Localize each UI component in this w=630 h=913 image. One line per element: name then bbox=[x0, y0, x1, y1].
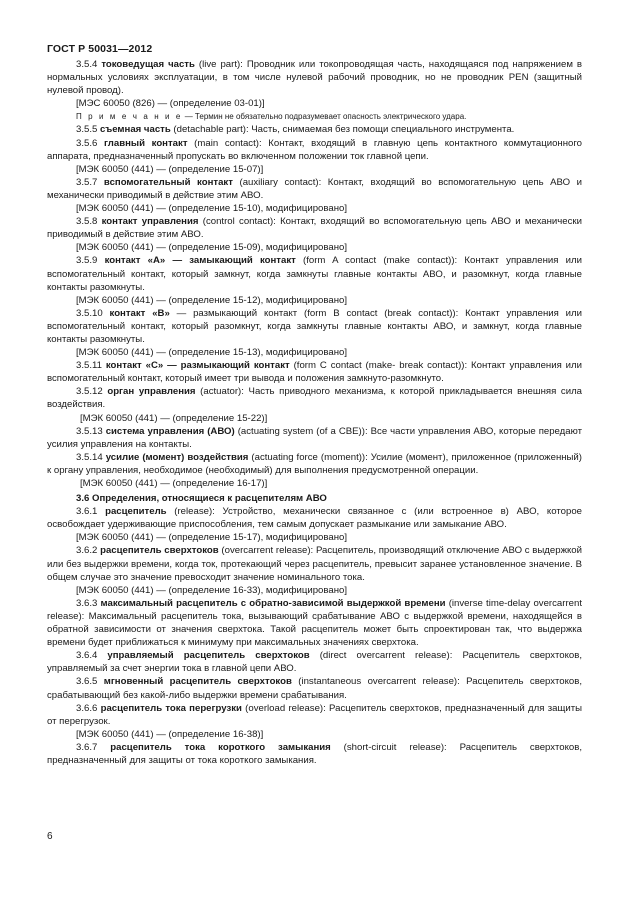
definition-3-6-4: 3.6.4 управляемый расцепитель сверхтоков (direct overcarrent release): Расцепитель сверхтоков, управляемый за счет энергии тока в главной цепи АВО. bbox=[47, 650, 582, 675]
definition-3-6-7: 3.6.7 расцепитель тока короткого замыкания (short-circuit release): Расцепитель сверхтоков, предназначенный для защиты от тока короткого замыкания. bbox=[47, 741, 582, 766]
definition-3-5-10: 3.5.10 контакт «B» — размыкающий контакт (form B contact (break contact)): Контакт управления или вспомогательный контакт, который разомкнут, когда замкнуты главные контакты АВО, и замкнут, когда главные контакты разомкнуты. bbox=[47, 307, 582, 345]
definition-3-5-9: 3.5.9 контакт «А» — замыкающий контакт (form A contact (make contact)): Контакт управления или вспомогательный контакт, который замкнут, когда замкнуты главные контакты АВО, и разомкнут, когда главные контакты разомкнуты. bbox=[47, 255, 582, 293]
definition-3-6-2: 3.6.2 расцепитель сверхтоков (overcarrent release): Расцепитель, производящий отключение АВО с выдержкой или без выдержки времени, когда ток, протекающий через расцепитель, превысит заранее установленное значение. В общем случае это значение превосходит значение номинального тока. bbox=[47, 545, 582, 583]
reference: [МЭК 60050 (441) — (определение 15-09), модифицировано] bbox=[76, 242, 348, 254]
definition-3-5-5: 3.5.5 съемная часть (detachable part): Часть, снимаемая без помощи специального инструмента. bbox=[76, 124, 515, 136]
document-header: ГОСТ Р 50031—2012 bbox=[47, 43, 153, 55]
definition-3-5-4: 3.5.4 токоведущая часть (live part): Проводник или токопроводящая часть, находящаяся под напряжением в нормальных условиях эксплуатации, в том числе нулевой рабочий проводник, но не проводник PEN (защитный нулевой провод). bbox=[47, 59, 583, 97]
reference: [МЭК 60050 (441) — (определение 15-10), модифицировано] bbox=[76, 203, 348, 215]
reference: [МЭК 60050 (441) — (определение 15-13), модифицировано] bbox=[76, 347, 348, 359]
page-number: 6 bbox=[47, 831, 53, 842]
reference: [МЭК 60050 (441) — (определение 16-33), модифицировано] bbox=[76, 584, 348, 596]
definition-3-6-1: 3.6.1 расцепитель (release): Устройство, механически связанное с (или встроенное в) АВО, которое освобождает удерживающие приспособления, тем самым допускает размыкание или замыкание АВО. bbox=[47, 506, 582, 531]
reference: [МЭК 60050 (441) — (определение 15-17), модифицировано] bbox=[76, 532, 348, 544]
definition-3-5-14: 3.5.14 усилие (момент) воздействия (actuating force (moment)): Усилие (момент), приложенное (приложенный) к органу управления, необходимое (необходимый) для выполнения предусмотренной операции. bbox=[47, 451, 582, 476]
definition-3-5-11: 3.5.11 контакт «С» — размыкающий контакт (form C contact (make- break contact)): Контакт управления или вспомогательный контакт, который имеет три вывода и положения замкнуто-разомкнуто. bbox=[47, 360, 582, 385]
definition-3-5-6: 3.5.6 главный контакт (main contact): Контакт, входящий в главную цепь контактного коммутационного аппарата, предназначенный пропускать во включенном положении ток главной цепи. bbox=[47, 137, 582, 162]
definition-3-5-7: 3.5.7 вспомогательный контакт (auxiliary contact): Контакт, входящий во вспомогательную цепь АВО и механически приводимый в действие этим АВО. bbox=[47, 176, 582, 201]
note: П р и м е ч а н и е — Термин не обязательно подразумевает опасность электрического удара. bbox=[76, 112, 467, 122]
reference: [МЭК 60050 (441) — (определение 15-12), модифицировано] bbox=[76, 294, 348, 306]
reference: [МЭК 60050 (441) — (определение 15-22)] bbox=[80, 412, 268, 424]
reference: [МЭК 60050 (441) — (определение 15-07)] bbox=[76, 163, 264, 175]
reference: [МЭС 60050 (826) — (определение 03-01)] bbox=[76, 98, 265, 110]
section-heading-3-6: 3.6 Определения, относящиеся к расцепителям АВО bbox=[76, 493, 327, 505]
definition-3-6-5: 3.6.5 мгновенный расцепитель сверхтоков (instantaneous overcarrent release): Расцепитель сверхтоков, срабатывающий без какой-либо выдержки времени срабатывания. bbox=[47, 676, 582, 701]
page-body bbox=[47, 58, 582, 767]
definition-3-5-12: 3.5.12 орган управления (actuator): Часть приводного механизма, к которой прикладывается внешняя сила воздействия. bbox=[47, 386, 583, 411]
definition-3-6-6: 3.6.6 расцепитель тока перегрузки (overload release): Расцепитель сверхтоков, предназначенный для защиты от перегрузок. bbox=[47, 702, 582, 727]
reference: [МЭК 60050 (441) — (определение 16-17)] bbox=[80, 478, 268, 489]
reference: [МЭК 60050 (441) — (определение 16-38)] bbox=[76, 728, 264, 740]
definition-3-6-3: 3.6.3 максимальный расцепитель с обратно-зависимой выдержкой времени (inverse time-delay overcarrent release): Максимальный расцепитель тока, вызывающий срабатывание АВО с выдержкой времени, находящейся в обратной зависимости от значения сверхтока. Такой расцепитель может быть спроектирован так, что выдержка времени будет приближаться к минимуму при максимальных значениях сверхтока. bbox=[47, 597, 582, 649]
definition-3-5-8: 3.5.8 контакт управления (control contact): Контакт, входящий во вспомогательную цепь АВО и механически приводимый в действие этим АВО. bbox=[47, 216, 582, 241]
definition-3-5-13: 3.5.13 система управления (АВО) (actuating system (of a CBE)): Все части управления АВО, которые передают усилия управления на контакты. bbox=[47, 425, 582, 450]
